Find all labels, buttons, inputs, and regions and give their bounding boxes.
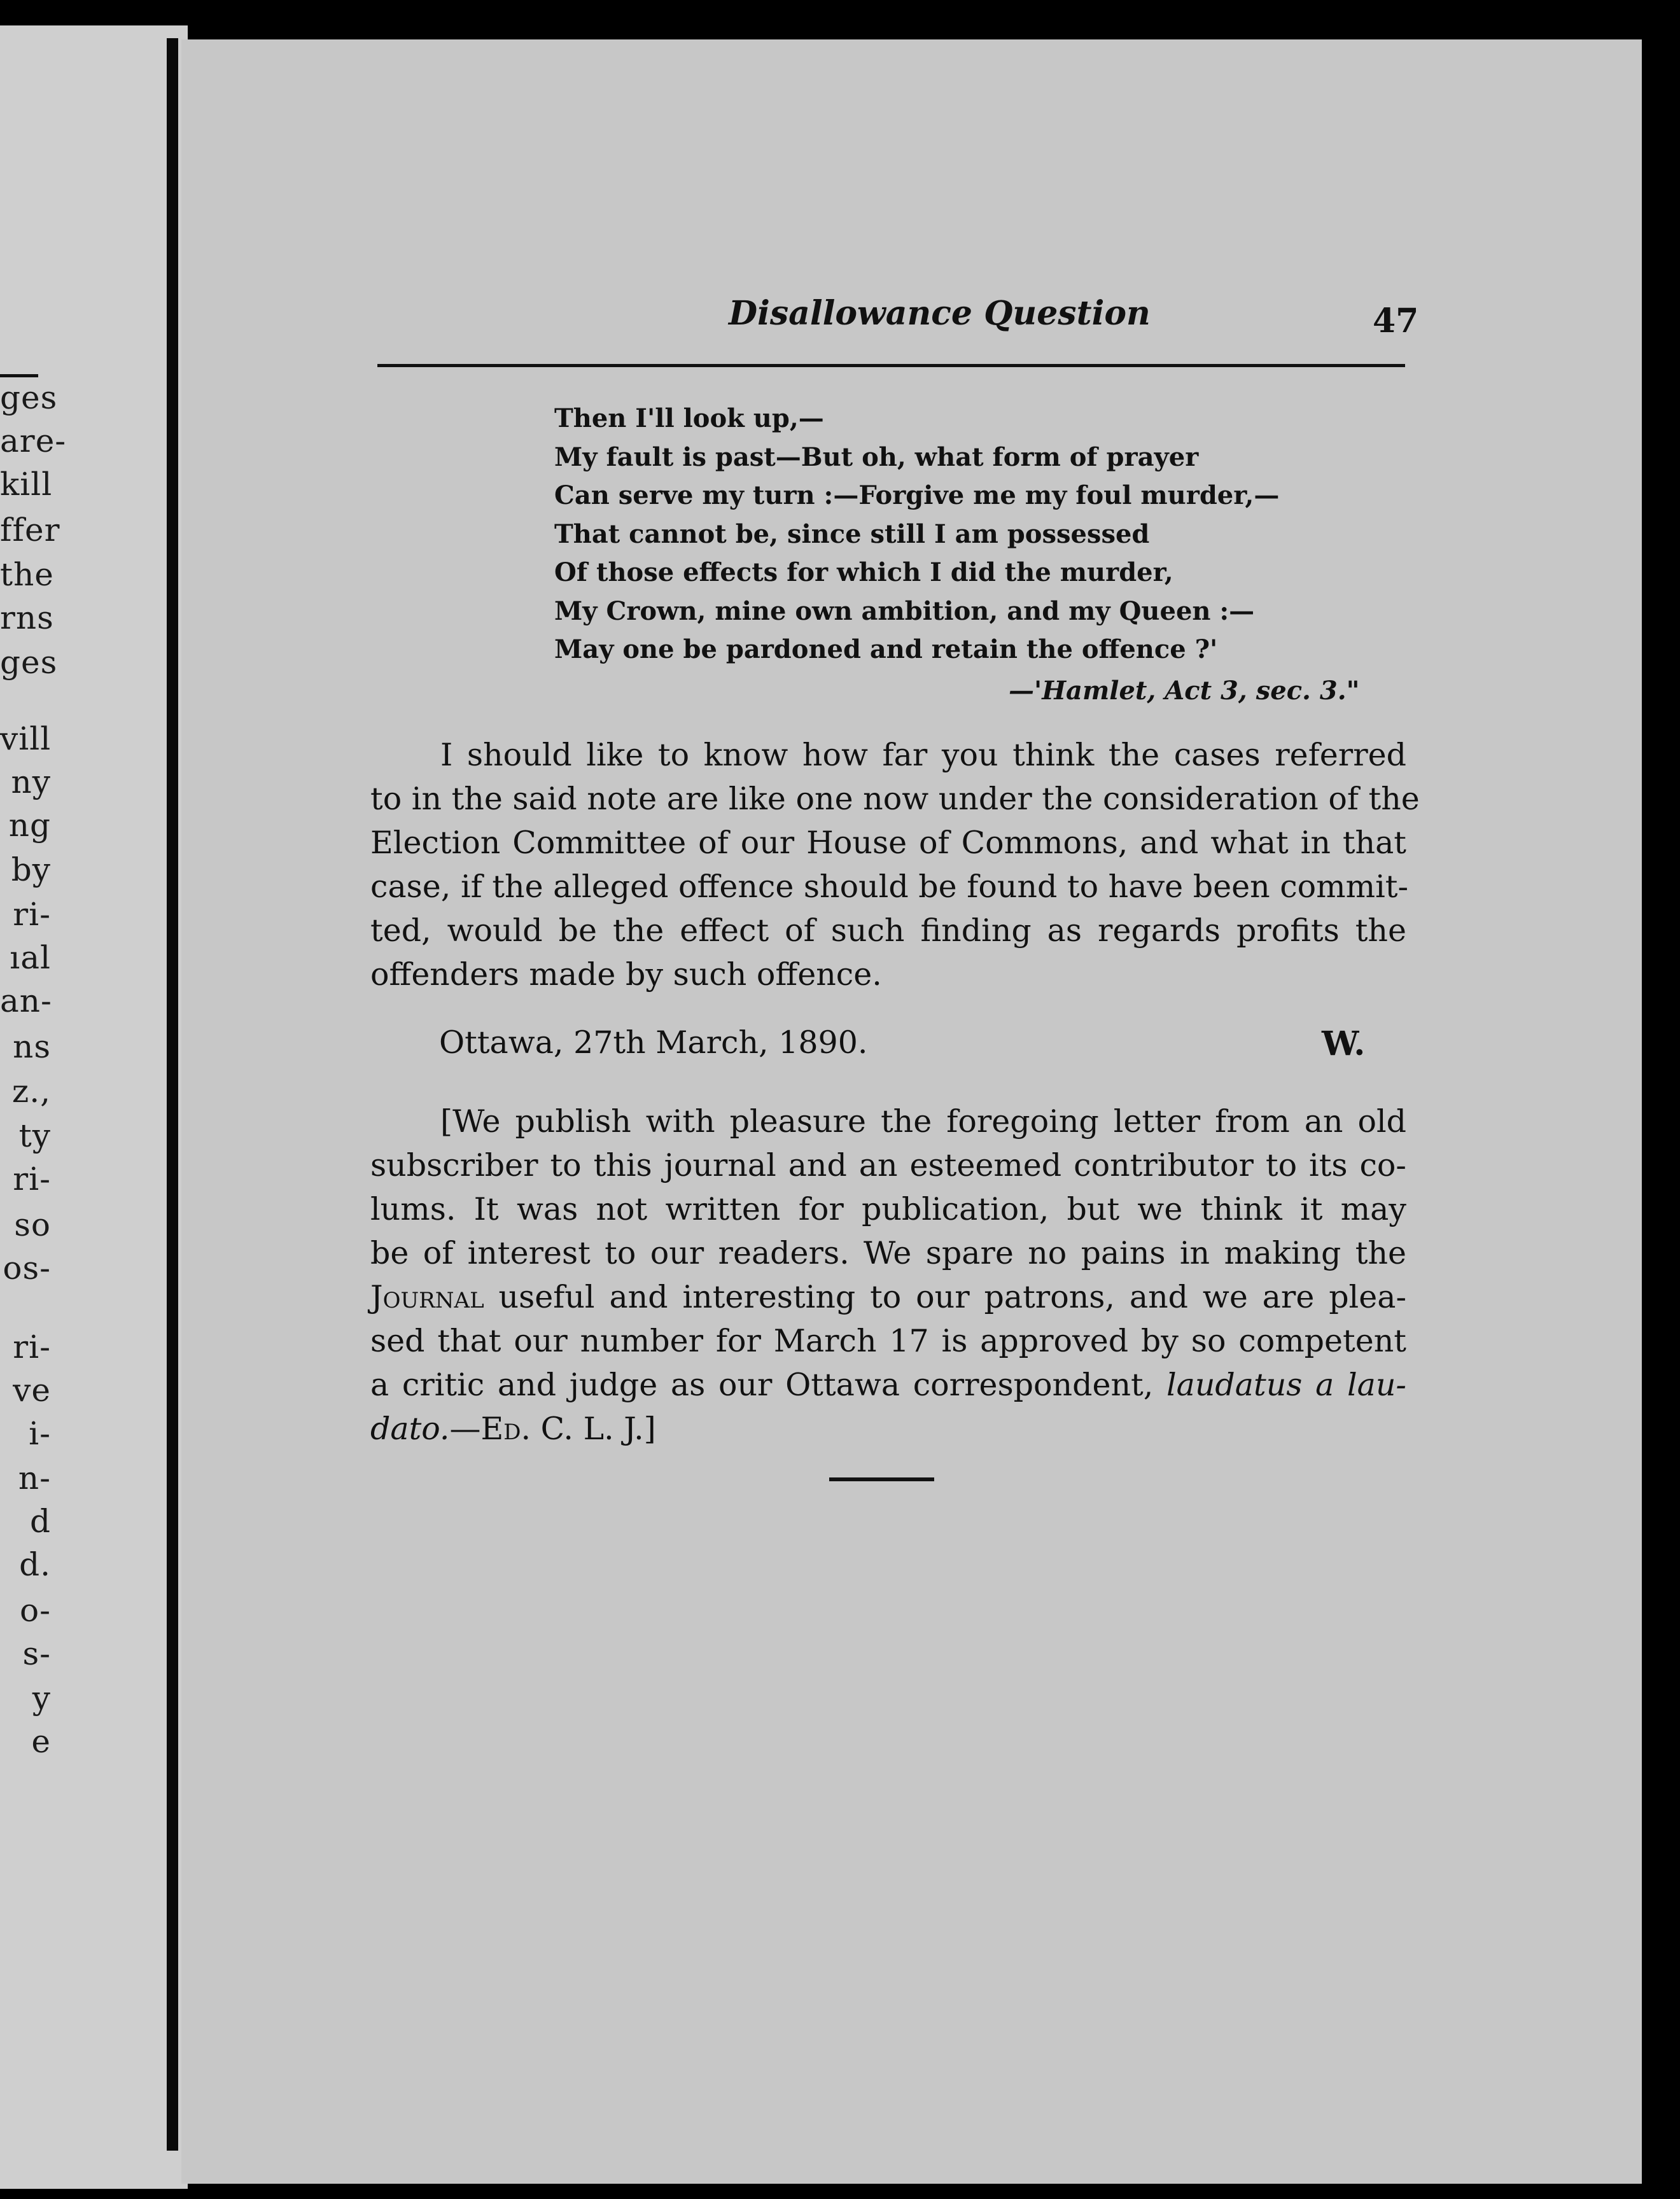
facing-page-line-fragment: an- bbox=[0, 982, 52, 1019]
facing-page-line-fragment: ıal bbox=[10, 939, 51, 976]
editor-note-text: a critic and judge as our Ottawa correspondent, bbox=[370, 1367, 1166, 1403]
facing-page-line-fragment: os- bbox=[3, 1250, 51, 1287]
facing-page-line-fragment: ffer bbox=[0, 512, 60, 548]
facing-page-rule bbox=[0, 374, 38, 377]
verse-line: Can serve my turn :—Forgive me my foul murder,— bbox=[554, 480, 1280, 510]
verse-attribution: —'Hamlet, Act 3, sec. 3." bbox=[1009, 676, 1360, 706]
editor-note-line: subscriber to this journal and an esteemed contributor to its co- bbox=[370, 1147, 1406, 1183]
verse-line: Of those effects for which I did the murder, bbox=[554, 557, 1173, 587]
letter-line: ted, would be the effect of such finding as regards profits the bbox=[370, 912, 1406, 949]
editor-note-line: be of interest to our readers. We spare no pains in making the bbox=[370, 1235, 1406, 1271]
verse-line: Then I'll look up,— bbox=[554, 403, 824, 433]
facing-page-fragment bbox=[0, 25, 188, 2189]
facing-page-line-fragment: ges bbox=[0, 644, 58, 681]
letter-line: to in the said note are like one now under the consideration of the bbox=[370, 781, 1420, 817]
page-number: 47 bbox=[1373, 302, 1419, 340]
latin-phrase: dato. bbox=[370, 1411, 450, 1447]
facing-page-line-fragment: the bbox=[0, 556, 54, 593]
facing-page-line-fragment: ty bbox=[18, 1117, 51, 1154]
facing-page-line-fragment: ri- bbox=[13, 896, 51, 933]
latin-phrase: laudatus a lau- bbox=[1166, 1367, 1406, 1403]
facing-page-line-fragment: ns bbox=[13, 1028, 51, 1065]
letter-paragraph bbox=[370, 733, 1420, 996]
facing-page-line-fragment: ve bbox=[13, 1372, 51, 1409]
letter-line: I should like to know how far you think the cases referred bbox=[440, 737, 1406, 773]
closing-rule bbox=[829, 1477, 934, 1481]
verse-line: My fault is past—But oh, what form of prayer bbox=[554, 442, 1199, 472]
facing-page-line-fragment: kill bbox=[0, 466, 53, 503]
editor-note-text: useful and interesting to our patrons, and we are plea- bbox=[484, 1279, 1406, 1315]
facing-page-line-fragment: ng bbox=[8, 807, 51, 844]
facing-page-line-fragment: ri- bbox=[13, 1329, 51, 1365]
letter-line: Election Committee of our House of Commons, and what in that bbox=[370, 825, 1406, 861]
editor-abbrev: Ed. bbox=[480, 1411, 531, 1447]
editor-note-line bbox=[370, 1407, 1406, 1451]
editor-note bbox=[370, 1100, 1406, 1451]
facing-page-line-fragment: n- bbox=[18, 1460, 51, 1497]
editor-note-line: lums. It was not written for publication, but we think it may bbox=[370, 1191, 1406, 1227]
letter-place-date: Ottawa, 27th March, 1890. bbox=[439, 1024, 868, 1061]
facing-page-line-fragment: ri- bbox=[13, 1161, 51, 1197]
facing-page-line-fragment: rns bbox=[0, 599, 54, 636]
facing-page-line-fragment: by bbox=[11, 851, 51, 888]
facing-page-line-fragment: o- bbox=[20, 1592, 51, 1629]
letter-line: offenders made by such offence. bbox=[370, 956, 882, 993]
facing-page-line-fragment: d. bbox=[19, 1546, 51, 1583]
editor-note-line bbox=[370, 1275, 1406, 1319]
letter-line: case, if the alleged offence should be found to have been commit- bbox=[370, 869, 1408, 905]
facing-page-line-fragment: e bbox=[31, 1723, 51, 1760]
facing-page-line-fragment: vill bbox=[0, 720, 52, 757]
book-page bbox=[181, 39, 1642, 2184]
letter-signature: W. bbox=[1322, 1024, 1366, 1063]
journal-word: Journal bbox=[370, 1279, 484, 1315]
facing-page-line-fragment: z., bbox=[11, 1073, 51, 1110]
running-header-title: Disallowance Question bbox=[729, 294, 1151, 333]
facing-page-line-fragment: ges bbox=[0, 379, 58, 416]
facing-page-line-fragment: ny bbox=[11, 764, 51, 800]
verse-line: That cannot be, since still I am possessed bbox=[554, 519, 1150, 549]
editor-note-text: C. L. J.] bbox=[531, 1411, 656, 1447]
book-gutter bbox=[167, 38, 178, 2151]
facing-page-line-fragment: d bbox=[29, 1503, 51, 1540]
facing-page-line-fragment: s- bbox=[22, 1635, 51, 1672]
facing-page-line-fragment: i- bbox=[29, 1415, 51, 1452]
header-rule bbox=[377, 364, 1405, 367]
facing-page-line-fragment: so bbox=[14, 1206, 51, 1243]
editor-note-line: [We publish with pleasure the foregoing letter from an old bbox=[440, 1103, 1406, 1140]
editor-note-line bbox=[370, 1363, 1406, 1407]
verse-line: May one be pardoned and retain the offence ?' bbox=[554, 634, 1218, 664]
editor-note-line: sed that our number for March 17 is approved by so competent bbox=[370, 1323, 1406, 1359]
editor-note-text: — bbox=[449, 1411, 481, 1447]
facing-page-line-fragment: y bbox=[32, 1680, 51, 1717]
verse-line: My Crown, mine own ambition, and my Queen :— bbox=[554, 596, 1255, 626]
facing-page-line-fragment: are- bbox=[0, 422, 67, 459]
